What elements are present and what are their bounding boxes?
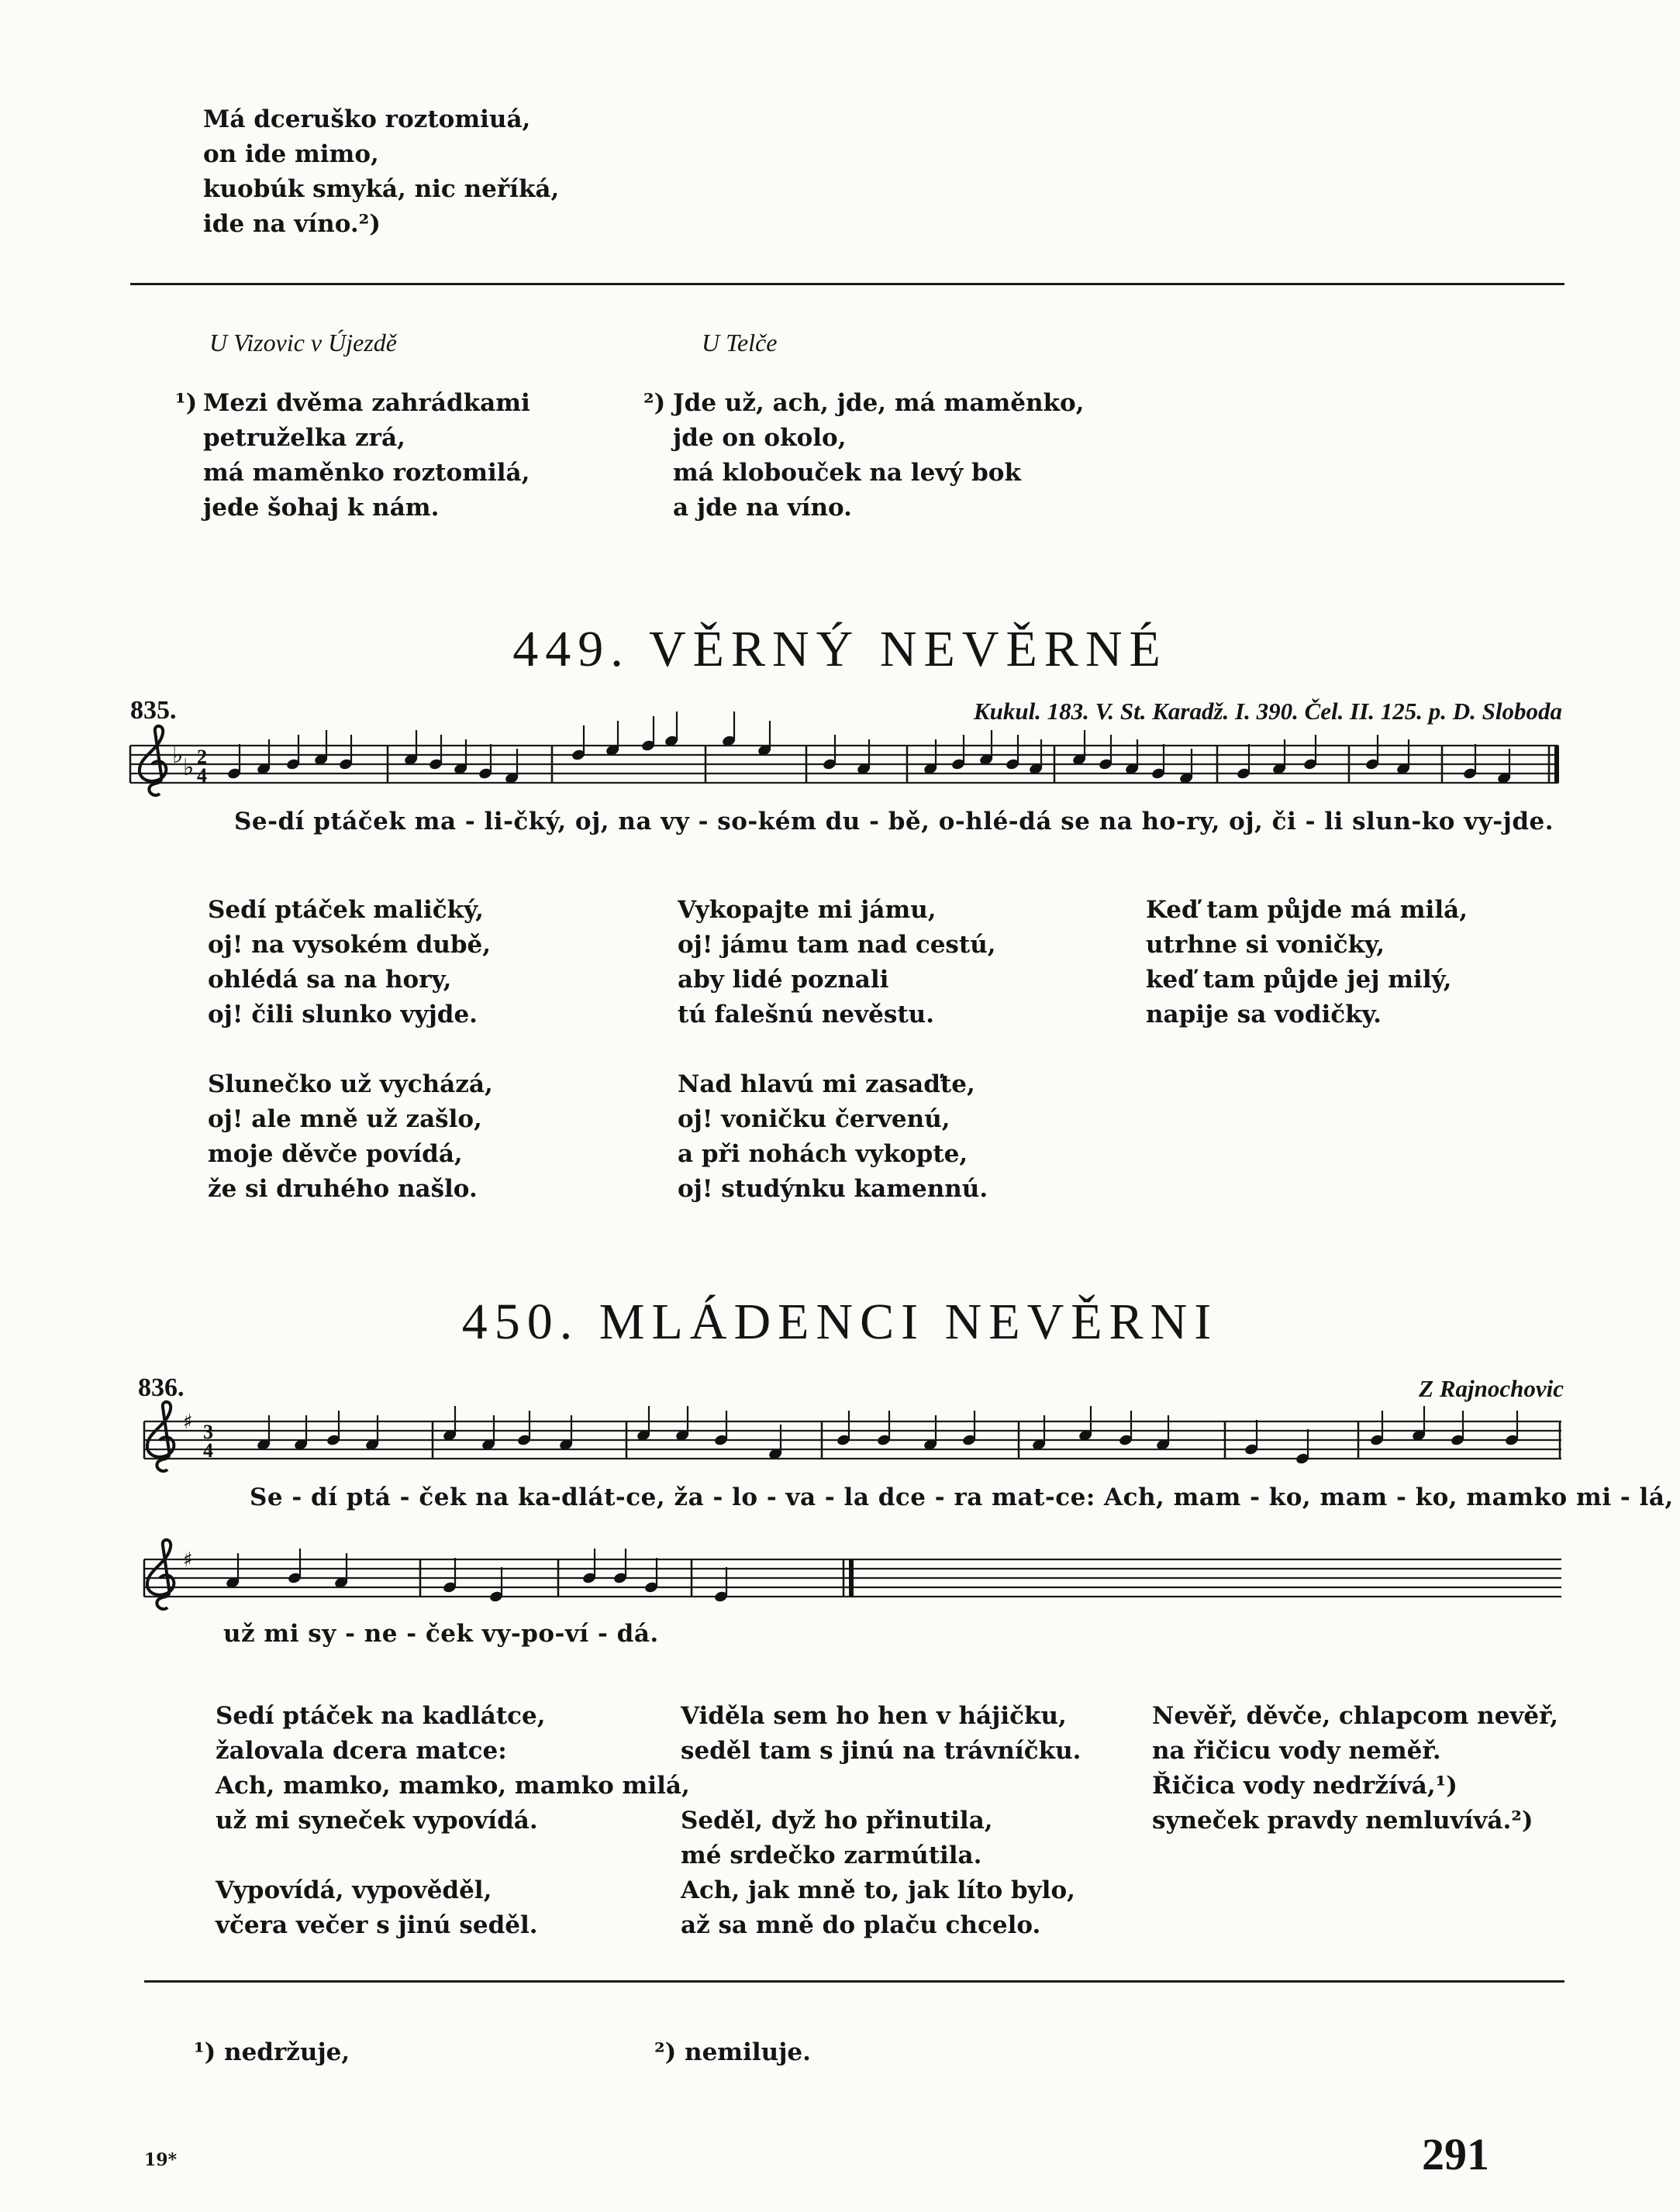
verse-line: na řičicu vody neměř. <box>1152 1737 1441 1765</box>
verse-line <box>678 1032 996 1067</box>
verse-line: tú falešnú nevěstu. <box>678 1001 934 1028</box>
verse-line: ide na víno.²) <box>203 210 381 238</box>
svg-text:4: 4 <box>203 1439 213 1462</box>
verse-line: a jde na víno. <box>673 494 852 522</box>
source-reference: Kukul. 183. V. St. Karadž. I. 390. Čel. II. 125. p. D. Sloboda <box>973 698 1562 725</box>
verse-line: kuobúk smyká, nic neříká, <box>203 175 560 203</box>
printer-signature: 19* <box>144 2150 178 2170</box>
verse-line: Jde už, ach, jde, má maměnko, <box>673 389 1085 417</box>
svg-text:3: 3 <box>203 1421 213 1443</box>
verse-line: Viděla sem ho hen v hájičku, <box>681 1702 1067 1730</box>
treble-clef-icon <box>147 1540 174 1609</box>
variant-place: U Vizovic v Újezdě <box>209 329 397 357</box>
verse-line: jde on okolo, <box>673 424 847 452</box>
verse-line: má klobouček na levý bok <box>673 459 1021 487</box>
footnote: ¹) nedržuje, <box>194 2038 350 2066</box>
verse-line: Vykopajte mi jámu, <box>678 896 937 924</box>
verse-line: syneček pravdy nemluvívá.²) <box>1152 1807 1533 1835</box>
verse-line: Nevěř, děvče, chlapcom nevěř, <box>1152 1702 1559 1730</box>
verse-line: žalovala dcera matce: <box>216 1737 507 1765</box>
key-signature <box>183 1549 193 1572</box>
key-signature <box>172 742 194 781</box>
footnote: ²) nemiluje. <box>654 2038 811 2066</box>
verse-line: Ach, jak mně to, jak líto bylo, <box>681 1876 1075 1904</box>
verse-line: mé srdečko zarmútila. <box>681 1842 982 1869</box>
verse-line: oj! voničku červenú, <box>678 1105 950 1133</box>
treble-clef-icon <box>147 1402 174 1471</box>
verse-line: Sedí ptáček na kadlátce, <box>216 1702 546 1730</box>
key-signature <box>183 1411 193 1434</box>
verse-line <box>208 1032 493 1067</box>
variant-marker: ¹) <box>175 389 198 417</box>
variant-place: U Telče <box>702 329 778 357</box>
melody-number: 835. <box>130 696 177 725</box>
page-number: 291 <box>1422 2129 1489 2179</box>
verse-line: aby lidé poznali <box>678 966 889 994</box>
verse-line: má maměnko roztomilá, <box>203 459 530 487</box>
verse-line: Ach, mamko, mamko, mamko milá, <box>216 1772 690 1800</box>
verse-line: oj! jámu tam nad cestú, <box>678 931 996 959</box>
verse-line: Slunečko už vycházá, <box>208 1070 493 1098</box>
song-lyrics: už mi sy - ne - ček vy-po-ví - dá. <box>223 1620 659 1648</box>
verse-line: oj! studýnku kamennú. <box>678 1175 988 1203</box>
svg-text:♯: ♯ <box>183 1411 193 1434</box>
variant-marker: ²) <box>643 389 666 417</box>
verse-line: oj! čili slunko vyjde. <box>208 1001 478 1028</box>
verse-line: Má dceruško roztomiuá, <box>203 105 531 133</box>
svg-text:♯: ♯ <box>183 1549 193 1572</box>
source-reference: Z Rajnochovic <box>1419 1375 1564 1402</box>
verse-line: jede šohaj k nám. <box>203 494 440 522</box>
verse-line: on ide mimo, <box>203 140 379 168</box>
verse-line: Seděl, dyž ho přinutila, <box>681 1807 993 1835</box>
song-lyrics: Se-dí ptáček ma - li-čký, oj, na vy - so-kém du - bě, o-hlé-dá se na ho-ry, oj, či - li slun-ko vy-jde. <box>234 808 1554 836</box>
verse-line <box>216 1838 690 1873</box>
verse-line: napije sa vodičky. <box>1146 1001 1382 1028</box>
stanza-column <box>216 1699 690 1943</box>
footnote-rule <box>144 1980 1564 1983</box>
stanza-column <box>681 1699 1081 1943</box>
verse-line: keď tam půjde jej milý, <box>1146 966 1452 994</box>
verse-line: moje děvče povídá, <box>208 1140 463 1168</box>
stanza-column <box>1146 893 1468 1032</box>
verse-line: Sedí ptáček maličký, <box>208 896 484 924</box>
svg-text:♭: ♭ <box>172 742 184 769</box>
verse-line: Keď tam půjde má milá, <box>1146 896 1468 924</box>
verse-line <box>681 1769 1081 1804</box>
stanza-column <box>1152 1699 1558 1838</box>
verse-line: petruželka zrá, <box>203 424 405 452</box>
verse-line: až sa mně do plaču chcelo. <box>681 1911 1041 1939</box>
staff-lines <box>144 1421 1561 1459</box>
song-title: 450. MLÁDENCI NEVĚRNI <box>461 1294 1219 1350</box>
stanza-column <box>208 893 493 1207</box>
treble-clef-icon <box>140 726 166 795</box>
verse-line: ohlédá sa na hory, <box>208 966 452 994</box>
verse-line: Řičica vody nedržívá,¹) <box>1152 1772 1457 1800</box>
verse-line: Vypovídá, vypověděl, <box>216 1876 492 1904</box>
verse-line: Mezi dvěma zahrádkami <box>203 389 530 417</box>
verse-line: oj! na vysokém dubě, <box>208 931 492 959</box>
verse-line: že si druhého našlo. <box>208 1175 478 1203</box>
verse-line: seděl tam s jinú na trávníčku. <box>681 1737 1081 1765</box>
verse-line: Nad hlavú mi zasaďte, <box>678 1070 975 1098</box>
time-signature <box>197 746 207 787</box>
verse-line: včera večer s jinú seděl. <box>216 1911 538 1939</box>
verse-line: už mi syneček vypovídá. <box>216 1807 538 1835</box>
verse-line: oj! ale mně už zašlo, <box>208 1105 482 1133</box>
melody-number: 836. <box>138 1373 185 1402</box>
svg-text:2: 2 <box>197 746 207 768</box>
verse-line: utrhne si voničky, <box>1146 931 1385 959</box>
song-lyrics: Se - dí ptá - ček na ka-dlát-ce, ža - lo - va - la dce - ra mat-ce: Ach, mam - ko, mam - ko, mamko mi - lá, <box>250 1483 1674 1511</box>
svg-text:♭: ♭ <box>183 754 195 781</box>
song-title: 449. VĚRNÝ NEVĚRNÉ <box>512 621 1168 677</box>
time-signature <box>203 1421 213 1462</box>
stanza-column <box>678 893 996 1207</box>
svg-text:4: 4 <box>197 764 207 787</box>
verse-line: a při nohách vykopte, <box>678 1140 968 1168</box>
